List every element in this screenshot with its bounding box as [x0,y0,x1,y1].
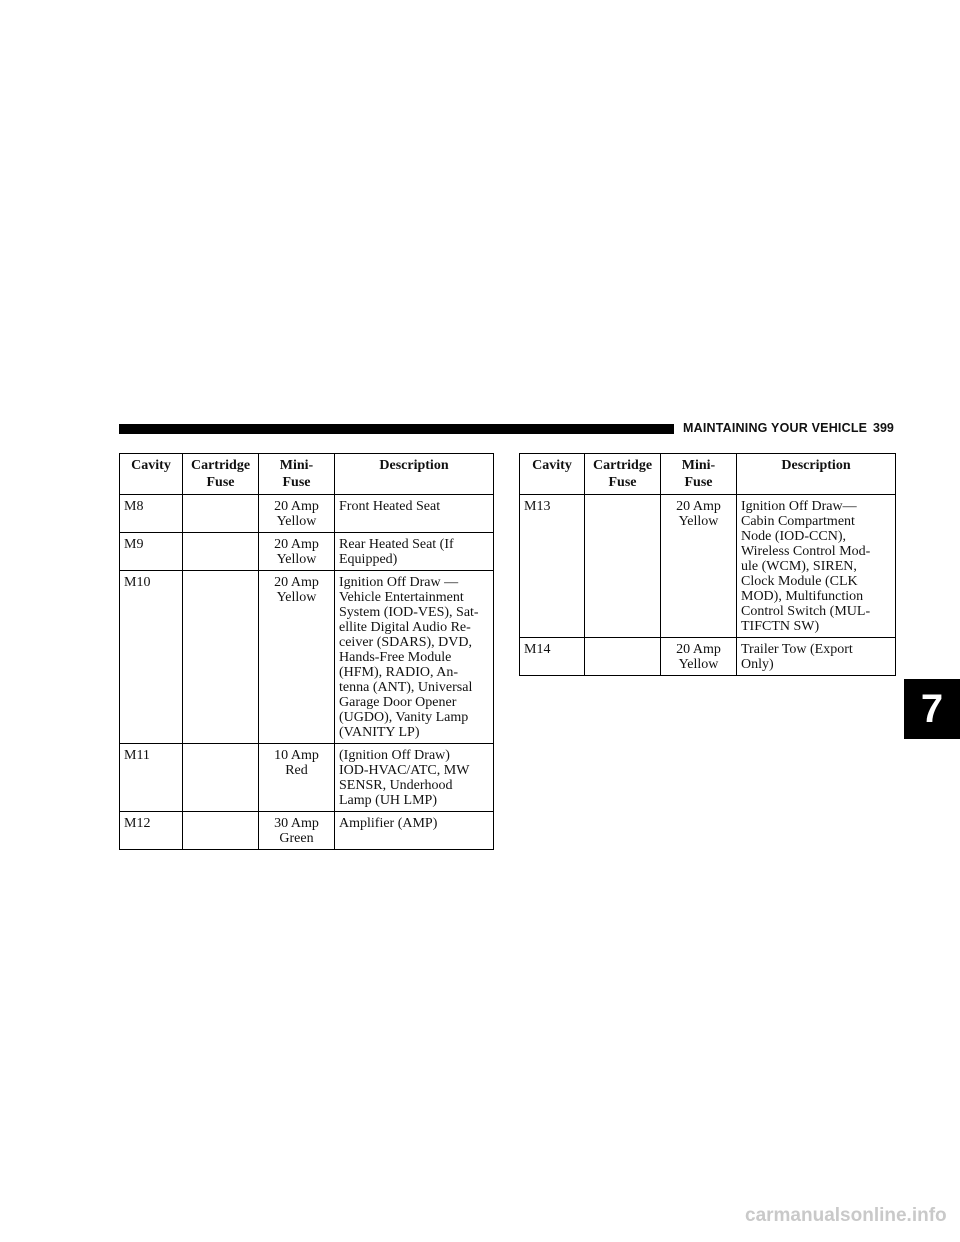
table-row [520,495,896,638]
table-row [520,638,896,676]
description-cell: Rear Heated Seat (If Equipped) [335,533,494,571]
mini-fuse-cell: 30 Amp Green [259,812,335,850]
description-cell: Ignition Off Draw — Vehicle Entertainment System (IOD-VES), Sat- ellite Digital Audio Re- ceiver (SDARS), DVD, Hands-Free Module (HFM), RADIO, An- tenna (ANT), Universal Garage Door Opener (UGDO), Vanity Lamp (VANITY LP) [335,571,494,744]
cartridge-cell [183,533,259,571]
column-header-description: Description [335,454,494,495]
cavity-cell: M13 [520,495,585,638]
table-row [120,495,494,533]
column-header-cavity: Cavity [120,454,183,495]
cartridge-cell [183,571,259,744]
column-header-cavity: Cavity [520,454,585,495]
cavity-cell: M12 [120,812,183,850]
mini-fuse-cell: 20 Amp Yellow [259,495,335,533]
column-header-mini-fuse: Mini- Fuse [259,454,335,495]
header-rule [119,424,674,434]
fuse-table-right [519,453,896,676]
table-header-row [520,454,896,495]
table-header-row [120,454,494,495]
mini-fuse-cell: 20 Amp Yellow [259,571,335,744]
description-cell: Ignition Off Draw— Cabin Compartment Node (IOD-CCN), Wireless Control Mod- ule (WCM), SIREN, Clock Module (CLK MOD), Multifunction Control Switch (MUL- TIFCTN SW) [737,495,896,638]
table-row [120,812,494,850]
description-cell: Amplifier (AMP) [335,812,494,850]
chapter-tab: 7 [904,679,960,739]
cavity-cell: M10 [120,571,183,744]
column-header-mini-fuse: Mini- Fuse [661,454,737,495]
section-title: MAINTAINING YOUR VEHICLE [683,421,868,435]
fuse-table-left [119,453,494,850]
cartridge-cell [183,744,259,812]
column-header-cartridge-fuse: Cartridge Fuse [183,454,259,495]
mini-fuse-cell: 10 Amp Red [259,744,335,812]
description-cell: Front Heated Seat [335,495,494,533]
cavity-cell: M8 [120,495,183,533]
column-header-description: Description [737,454,896,495]
mini-fuse-cell: 20 Amp Yellow [661,638,737,676]
page-number: 399 [873,421,894,435]
cavity-cell: M9 [120,533,183,571]
column-header-cartridge-fuse: Cartridge Fuse [585,454,661,495]
watermark: carmanualsonline.info [745,1205,947,1226]
cartridge-cell [585,638,661,676]
table-row [120,571,494,744]
description-cell: (Ignition Off Draw) IOD-HVAC/ATC, MW SENSR, Underhood Lamp (UH LMP) [335,744,494,812]
table-row [120,533,494,571]
cartridge-cell [585,495,661,638]
cartridge-cell [183,812,259,850]
mini-fuse-cell: 20 Amp Yellow [661,495,737,638]
cavity-cell: M11 [120,744,183,812]
mini-fuse-cell: 20 Amp Yellow [259,533,335,571]
description-cell: Trailer Tow (Export Only) [737,638,896,676]
cavity-cell: M14 [520,638,585,676]
table-row [120,744,494,812]
cartridge-cell [183,495,259,533]
